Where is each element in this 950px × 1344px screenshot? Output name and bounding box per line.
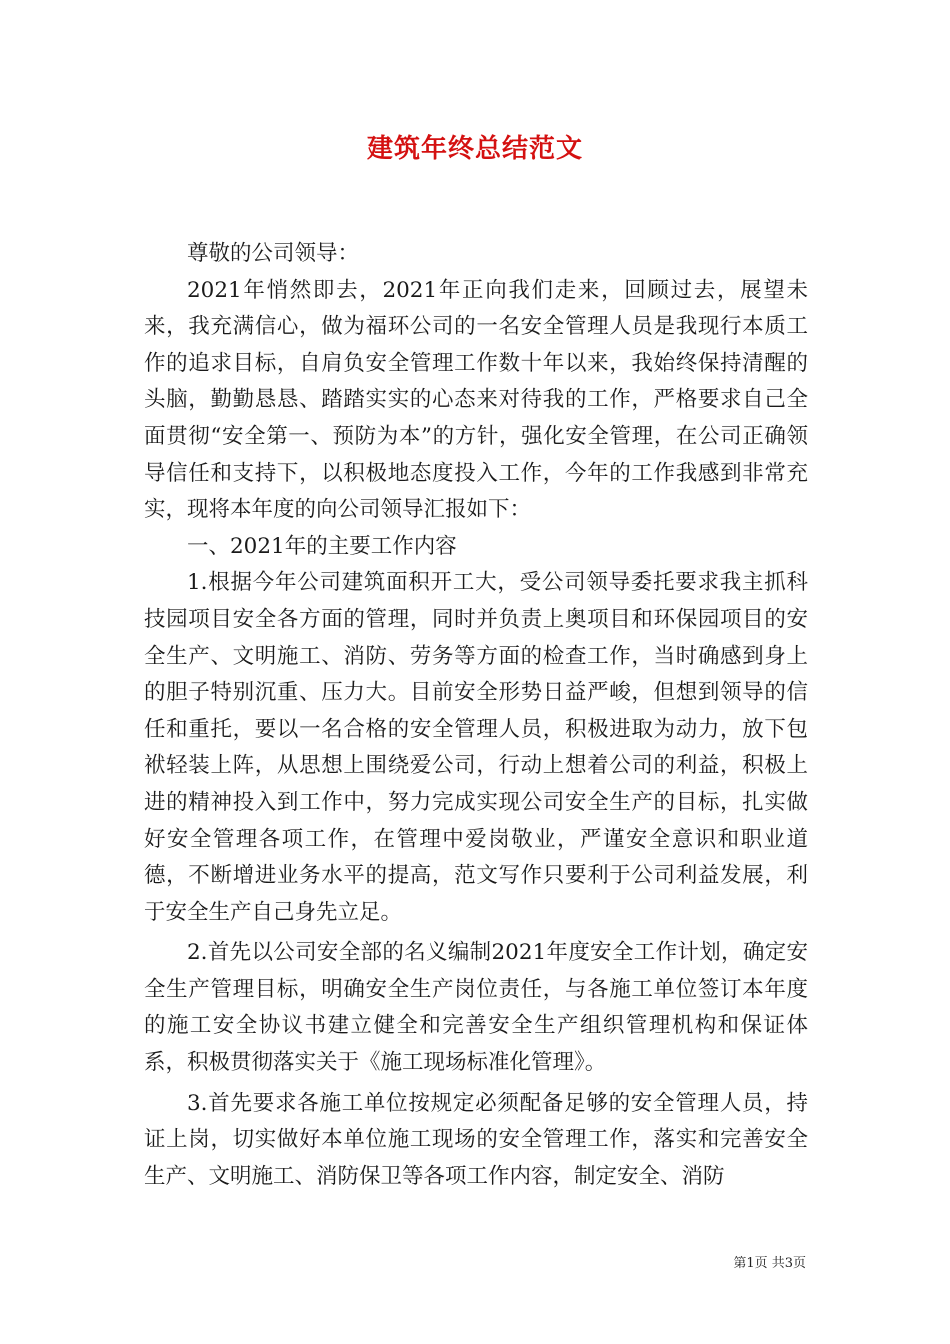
- paragraph-item-1: 1.根据今年公司建筑面积开工大，受公司领导委托要求我主抓科技园项目安全各方面的管理，同时并负责上奥项目和环保园项目的安全生产、文明施工、消防、劳务等方面的检查工作，当时确感到身上的胆子特别沉重、压力大。目前安全形势日益严峻，但想到领导的信任和重托，要以一名合格的安全管理人员，积极进取为动力，放下包袱轻装上阵，从思想上围绕爱公司，行动上想着公司的利益，积极上进的精神投入到工作中，努力完成实现公司安全生产的目标，扎实做好安全管理各项工作，在管理中爱岗敬业，严谨安全意识和职业道德，不断增进业务水平的提高，范文写作只要利于公司利益发展，利于安全生产自己身先立足。: [144, 570, 808, 925]
- salutation: 尊敬的公司领导：: [187, 241, 360, 266]
- page-number: 第1页 共3页: [733, 1256, 806, 1271]
- document-title: 建筑年终总结范文: [366, 134, 583, 164]
- document-body: [144, 236, 808, 1195]
- paragraph-intro: 2021年悄然即去，2021年正向我们走来，回顾过去，展望未来，我充满信心，做为福环公司的一名安全管理人员是我现行本质工作的追求目标，自肩负安全管理工作数十年以来，我始终保持清醒的头脑，勤勤恳恳、踏踏实实的心态来对待我的工作，严格要求自己全面贯彻“安全第一、预防为本”的方针，强化安全管理，在公司正确领导信任和支持下，以积极地态度投入工作，今年的工作我感到非常充实，现将本年度的向公司领导汇报如下：: [144, 277, 808, 523]
- paragraph-item-3: 3.首先要求各施工单位按规定必须配备足够的安全管理人员，持证上岗，切实做好本单位施工现场的安全管理工作，落实和完善安全生产、文明施工、消防保卫等各项工作内容，制定安全、消防: [144, 1090, 808, 1189]
- paragraph-item-2: 2.首先以公司安全部的名义编制2021年度安全工作计划，确定安全生产管理目标，明确安全生产岗位责任，与各施工单位签订本年度的施工安全协议书建立健全和完善安全生产组织管理机构和保证体系，积极贯彻落实关于《施工现场标准化管理》。: [144, 940, 808, 1076]
- section-heading: 一、2021年的主要工作内容: [187, 533, 457, 559]
